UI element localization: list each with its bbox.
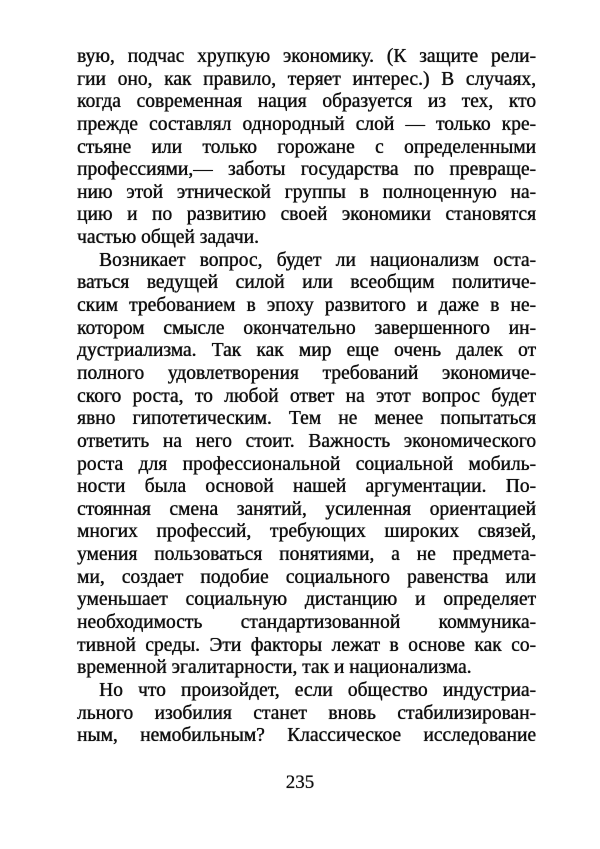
- text-line: многих профессий, требующих широких связей,: [77, 521, 536, 543]
- text-line: цию и по развитию своей экономики становятся: [77, 204, 536, 226]
- text-line: временной эгалитарности, так и национализма.: [77, 657, 472, 679]
- text-line: стьяне или только горожане с определенными: [77, 136, 536, 158]
- paragraph-start-line: Но что произойдет, если общество индустриа-: [99, 679, 536, 701]
- paragraph-start-line: Возникает вопрос, будет ли национализм оста-: [99, 249, 536, 271]
- text-line: частью общей задачи.: [77, 227, 259, 249]
- text-line: когда современная нация образуется из тех, кто: [77, 91, 536, 113]
- text-line: льного изобилия станет вновь стабилизирован-: [77, 702, 536, 724]
- text-line: стоянная смена занятий, усиленная ориентацией: [77, 498, 536, 520]
- text-line: уменьшает социальную дистанцию и определяет: [77, 589, 536, 611]
- text-line: котором смысле окончательно завершенного ин-: [77, 317, 536, 339]
- text-line: ми, создает подобие социального равенства или: [77, 566, 536, 588]
- text-line: полного удовлетворения требований экономиче-: [77, 362, 536, 384]
- text-line: нию этой этнической группы в полноценную на-: [77, 181, 536, 203]
- text-line: ности была основой нашей аргументации. По-: [77, 476, 536, 498]
- text-line: ным, немобильным? Классическое исследование: [77, 725, 536, 747]
- text-line: явно гипотетическим. Тем не менее попытаться: [77, 408, 536, 430]
- text-line: ским требованием в эпоху развитого и даже в не-: [77, 295, 536, 317]
- text-line: дустриализма. Так как мир еще очень далек от: [77, 340, 536, 362]
- text-line: ского роста, то любой ответ на этот вопрос будет: [77, 385, 536, 407]
- page-body: [77, 46, 536, 748]
- text-line: ваться ведущей силой или всеобщим политиче-: [77, 272, 536, 294]
- text-line: роста для профессиональной социальной мобиль-: [77, 453, 536, 475]
- text-line: гии оно, как правило, теряет интерес.) В случаях,: [77, 68, 536, 90]
- text-line: тивной среды. Эти факторы лежат в основе как со-: [77, 634, 536, 656]
- text-line: необходимость стандартизованной коммуника-: [77, 612, 536, 634]
- text-line: вую, подчас хрупкую экономику. (К защите рели-: [77, 46, 536, 67]
- text-line: умения пользоваться понятиями, а не предмета-: [77, 544, 536, 566]
- text-line: прежде составлял однородный слой — только кре-: [77, 113, 536, 135]
- page-number: 235: [285, 772, 315, 793]
- text-line: профессиями,— заботы государства по превраще-: [77, 159, 536, 181]
- text-line: ответить на него стоит. Важность экономического: [77, 430, 536, 452]
